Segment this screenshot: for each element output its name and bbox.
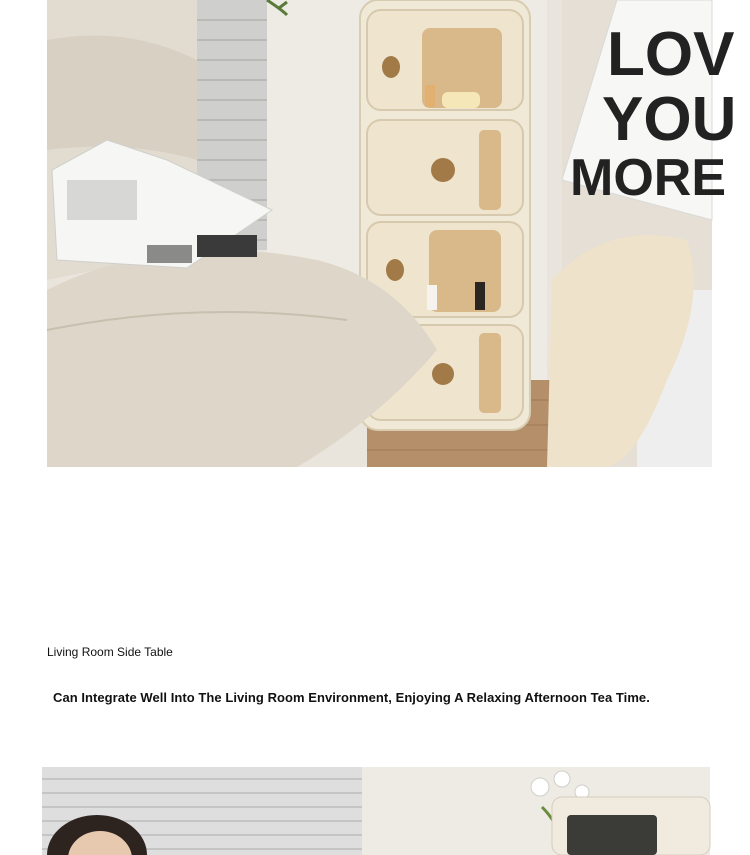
pillow-text-3: MORE <box>570 149 726 207</box>
hero-illustration <box>47 0 737 467</box>
pillow-text-1: LOV <box>607 20 735 89</box>
caption-body: Can Integrate Well Into The Living Room Environment, Enjoying A Relaxing Afternoon Tea Time. <box>53 690 650 705</box>
second-photo <box>42 767 710 855</box>
second-illustration <box>42 767 710 855</box>
caption-title: Living Room Side Table <box>47 645 173 659</box>
hero-photo <box>47 0 737 467</box>
pillow-text-2: YOU <box>602 85 737 154</box>
